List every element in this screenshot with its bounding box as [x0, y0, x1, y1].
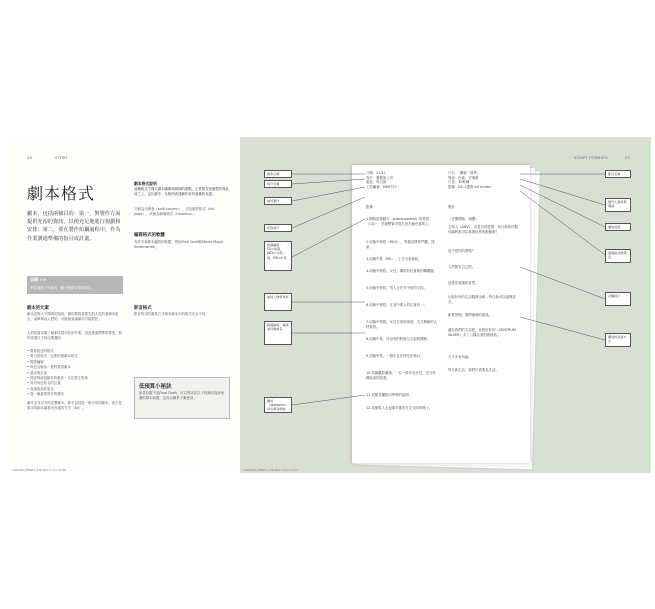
annotation-shot-abbreviations: 鏡頭編號：CU=特寫，MCU=中特寫，MS=中景: [264, 241, 292, 271]
video-item: 2.切換中特寫（MCU），等插其將杯門鍵，搖拿。: [366, 240, 435, 249]
doc-title: 片名：「濃藝一周學」: [448, 171, 481, 175]
annotation-program-name: 節目名稱: [605, 170, 631, 178]
video-item: 3.切換中景（MS），上方反射錶紀。: [366, 257, 422, 261]
video-item: 8.切換中景，所登有的時候交叉起時間移。: [366, 337, 431, 341]
tip-title: 低預算小秘訣: [139, 384, 172, 390]
doc-product: 產品：每日新: [366, 180, 387, 185]
list-item: • 場景編號: [27, 360, 123, 365]
annotation-running-time: 播放長度: [605, 223, 631, 231]
col1-footer: 劇本並非以外的完整劇本，都不以其他一般可用的劇本，而不是要求的劇本編寫出首重的方式（AV）。: [27, 401, 122, 410]
doc-length: 片長：30秒鐘: [448, 180, 470, 185]
audio-item: 這不是你的夢嗎？: [448, 249, 476, 253]
page-title: 劇本格式: [27, 184, 96, 203]
video-item: 9.切換中景，一群年長在特先在執行。: [366, 354, 424, 358]
left-running-head: STORY: [55, 156, 68, 160]
right-running-head: SCRIPT FORMATS: [574, 156, 608, 160]
annotation-performance-style: 講述的表演方式: [605, 333, 631, 347]
audio-item: 主持人（ANV）：你是否曾經問：每日新如何幫你隨時都可以掌握世界的動態呢？: [448, 225, 518, 234]
doc-format: 影像：DC-2畫面·off screen: [448, 184, 492, 189]
left-folio: 26: [27, 156, 32, 160]
audio-item: 這是你意識的世界。: [448, 281, 479, 285]
video-item: 4.切換中特寫，女性，揮兩有扶著錶的轉樓層。: [366, 269, 438, 273]
annotation-producer-director: 製作人資料與導演: [605, 198, 631, 212]
col1-body-2: 人們再要求應了解劇本寫作的部分要，因此透過標準的要型，寫作需遵以下的記要選的：: [27, 331, 122, 340]
col2-body-3: 影音格式的書寫方式與本稿本中的格式完全不同。: [134, 312, 209, 316]
col2-body: 又稱為分鏡表（split-column）、以及劇頁格式（full-page）、或稱為劇場格式（mastersc...: [134, 207, 216, 216]
col2-body-2: 有許多套劇本編寫的軟體，例如Final Draft和Movie Magic Screenwriter。: [134, 240, 224, 249]
right-slug: COD345_FMM07_016-023 r1.1.indd 27: [244, 468, 299, 472]
audio-item: 新實實理，我們後就的資訊。: [448, 313, 493, 317]
annotation-character-description: 描述人物與角色: [264, 293, 292, 311]
tip-body: 如果負擔不起Final Draft，可以嘗試在以下的網站搜尋免費的劇本軟體，並再以網頁下載使用。: [139, 391, 225, 400]
annotation-client-usage: 使用客戶: [264, 224, 292, 232]
annotation-voiceover: 講述（voiceover）是在聲音開始: [264, 397, 292, 413]
objective-body: 學習遵照下列格式，劃分畫面呈現的劇本。: [30, 286, 95, 290]
element-list: [27, 349, 123, 398]
video-item: 7.切換中特寫，女性在茶明深道，交叉理解的大特寫的。: [366, 320, 438, 329]
audio-item: 天才多有所能。: [448, 355, 472, 359]
audio-item: 人們都有自己的。: [448, 265, 476, 269]
video-item: 1.開始是捷動片（overscoddeel）的特寫（CU），然後雙筆手從右至左驗在推附上。: [366, 217, 432, 226]
annotation-leader-lines: [240, 137, 651, 473]
audio-item: 每日新生活，我們只需要為生活。: [448, 368, 499, 372]
objective-box: [27, 276, 123, 294]
list-item: • 提一個重要寫作的聲音: [27, 392, 123, 397]
audio-item: （音樂開始，頭響）: [448, 217, 479, 221]
doc-date: 日期：21/11: [366, 171, 386, 175]
audio-column-heading: 聲音: [448, 205, 455, 209]
video-item: 10.切換攝影鏡頭，一位一群年長女性，交叉時間結束的結果。: [366, 371, 436, 380]
audio-item: 比較好好的生活服務全新。每日新可以處理更多。: [448, 295, 516, 304]
col2-heading: 劇本格式說明: [134, 181, 157, 186]
budget-tip-box: [134, 377, 230, 419]
doc-job-number: 工作編號：MK6727: [366, 184, 397, 189]
list-item: • 描述與演員動作的動作一正在發生的事: [27, 376, 123, 381]
list-item: • 過去與未來: [27, 371, 123, 376]
book-spread: [8, 137, 651, 473]
annotation-format-audio: 畫面格式與聲音: [605, 249, 631, 263]
video-item: 11.切換長攝影向學學的說明。: [366, 393, 413, 397]
objective-title: 目標 >>: [30, 277, 47, 282]
annotation-production-description: 描述製作: [264, 197, 292, 205]
left-slug: COD345_FMM07_016-023 r1.1.indd 26: [12, 468, 67, 472]
video-item: 6.切換中特寫，在其中要上的位著向一。: [366, 303, 427, 307]
col2-heading-3: 影音格式: [134, 306, 152, 311]
col2-intro: 這種格式不僅人劇本圖像和兩個的重點、它實際在這裏製作與此前之上，也比劇中、比較例表達劇作家有意識的表達。: [134, 187, 229, 196]
annotation-shot-transitions: 鏡頭說明，描述並切換場景: [264, 321, 292, 345]
col1-body: 劇本是對大字間與的組成，劇的撰寫者要先對人性的看劇本組合，而單單由人們的，可能就會讓劇本可能對於。: [27, 312, 119, 321]
list-item: • 對白的格式一定要依據劇本格式: [27, 354, 123, 359]
doc-client: 客戶：廣藝影公司: [366, 175, 394, 180]
left-page: [8, 137, 240, 473]
list-item: • 具有角色姓名的位置: [27, 381, 123, 386]
video-item: 5.切換中特寫，男人正在窄中坐的左拐。: [366, 286, 427, 290]
annotation-script-date: 劇本日期: [264, 170, 292, 178]
col1-heading: 劇本的元素: [27, 306, 49, 311]
lead-paragraph: 劇本，包括兩個目的：第一，對製作方面提供充裕的資訊，以便充足地進行規劃和安排；第二，要在製作拍攝過程中，作為作業溝通準備的指引或計畫。: [27, 211, 121, 242]
list-item: • 場景敘述的格式: [27, 349, 123, 354]
video-item: 12.切換男人太包兩年後的在交叉的時間上。: [366, 406, 433, 410]
doc-director: 導演：杜瑜，史奧斯: [448, 175, 479, 180]
right-folio: 27: [625, 156, 630, 160]
annotation-client-name: 客戶名稱: [264, 180, 292, 188]
list-item: • 直接說話的語言: [27, 387, 123, 392]
list-item: • 角色名稱為一我們要看劇本: [27, 365, 123, 370]
video-column-heading: 影像: [366, 205, 373, 209]
audio-item: 讓在我們的生活吧，比較好好的（CENTRUM SILVER）多了八種必須的維他命。: [448, 328, 516, 337]
right-page: [240, 137, 651, 473]
annotation-music-cue: 音樂提示: [605, 292, 631, 306]
col2-heading-2: 編寫格式的軟體: [134, 233, 165, 238]
